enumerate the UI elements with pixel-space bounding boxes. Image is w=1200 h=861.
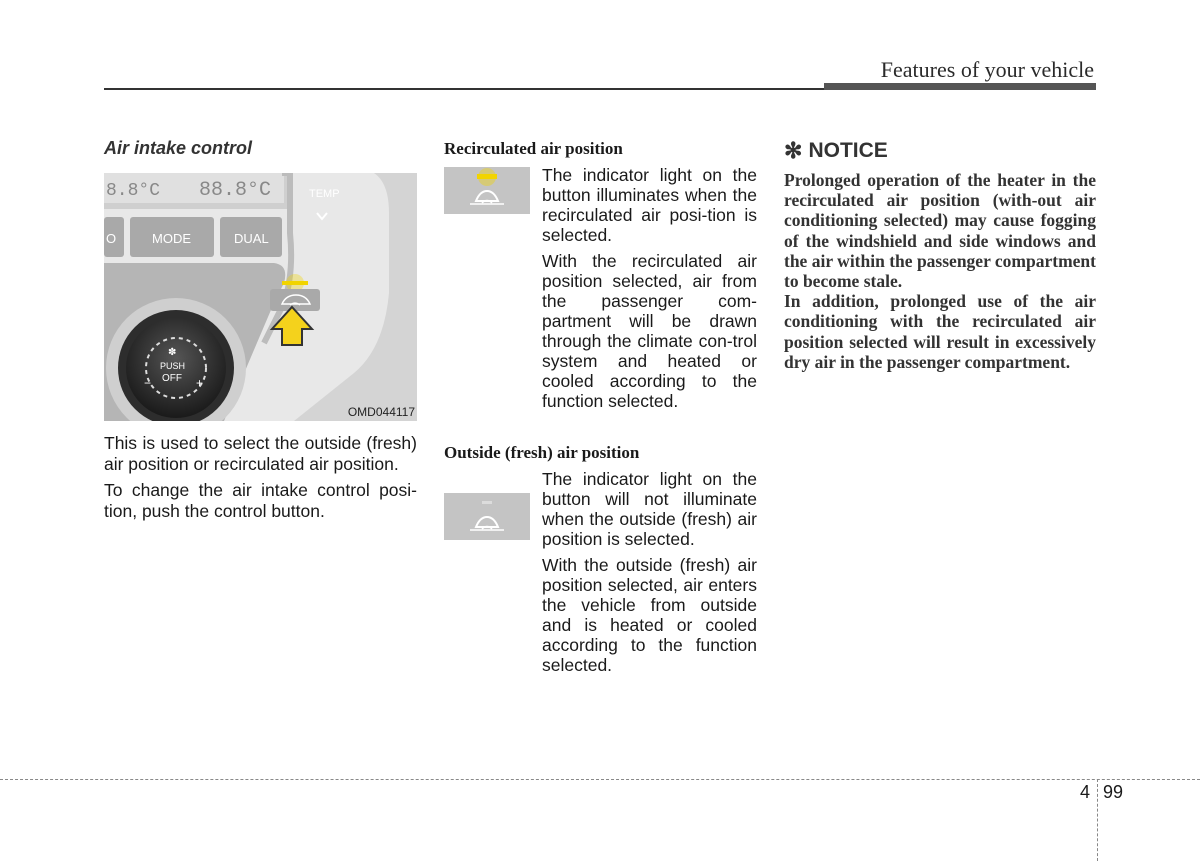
page-header-title: Features of your vehicle [880,57,1094,82]
display-left-reading: 8.8°C [106,181,161,201]
outside-paragraph-1: The indicator light on the button will not illuminate when the outside (fresh) air position is selected. [542,469,757,549]
chapter-number: 4 [1080,782,1091,802]
climate-panel-illustration [104,173,417,421]
instruction-paragraph: To change the air intake control posi-tion, push the control button. [104,480,417,521]
recirc-button-on-image [444,167,530,214]
footer-divider [0,779,1200,780]
notice-heading-label: NOTICE [808,139,888,162]
svg-text:✽: ✽ [168,347,177,358]
svg-text:MODE: MODE [152,231,191,246]
temp-label: TEMP [309,188,340,200]
display-right-reading: 88.8°C [199,179,272,202]
recirculated-paragraph-2: With the recirculated air position selected, air from the passenger com-partment will be drawn through the climate con-trol system and heated or cooled according to the function selected. [542,251,757,411]
recirculated-heading: Recirculated air position [444,139,623,158]
svg-text:+: + [196,376,204,390]
recirc-button-off-image [444,493,530,540]
outside-heading: Outside (fresh) air position [444,443,640,462]
climate-control-figure [104,173,417,421]
notice-star-icon: ✻ [784,138,803,163]
notice-heading [784,138,1096,164]
outside-paragraph-2: With the outside (fresh) air position selected, air enters the vehicle from outside and is heated or cooled according to the function selected. [542,555,757,675]
svg-text:−: − [144,376,152,390]
recirculated-paragraph-1: The indicator light on the button illuminates when the recirculated air posi-tion is selected. [542,165,757,245]
footer-divider-vertical [1097,779,1098,861]
svg-text:O: O [106,231,117,246]
outside-section [444,443,757,681]
figure-caption: OMD044117 [347,405,415,419]
section-title: Air intake control [104,138,253,158]
intro-paragraph: This is used to select the outside (fresh) air position or recirculated air position. [104,433,417,474]
notice-paragraph-1: Prolonged operation of the heater in the recirculated air position (with-out air conditioning selected) may cause fogging of the windshield and side windows and the air within the passenger compartment to become stale. [784,170,1096,292]
svg-text:OFF: OFF [162,373,182,384]
notice-box [784,138,1096,372]
header-rule-accent [824,83,1096,90]
recirc-button[interactable] [270,289,320,311]
left-column [104,138,417,521]
svg-text:DUAL: DUAL [234,231,269,246]
page-number: 99 [1103,782,1124,802]
notice-paragraph-2: In addition, prolonged use of the air conditioning with the recirculated air position selected will result in excessively dry air in the passenger compartment. [784,291,1096,372]
svg-text:PUSH: PUSH [160,361,186,371]
recirculated-section [444,139,757,417]
